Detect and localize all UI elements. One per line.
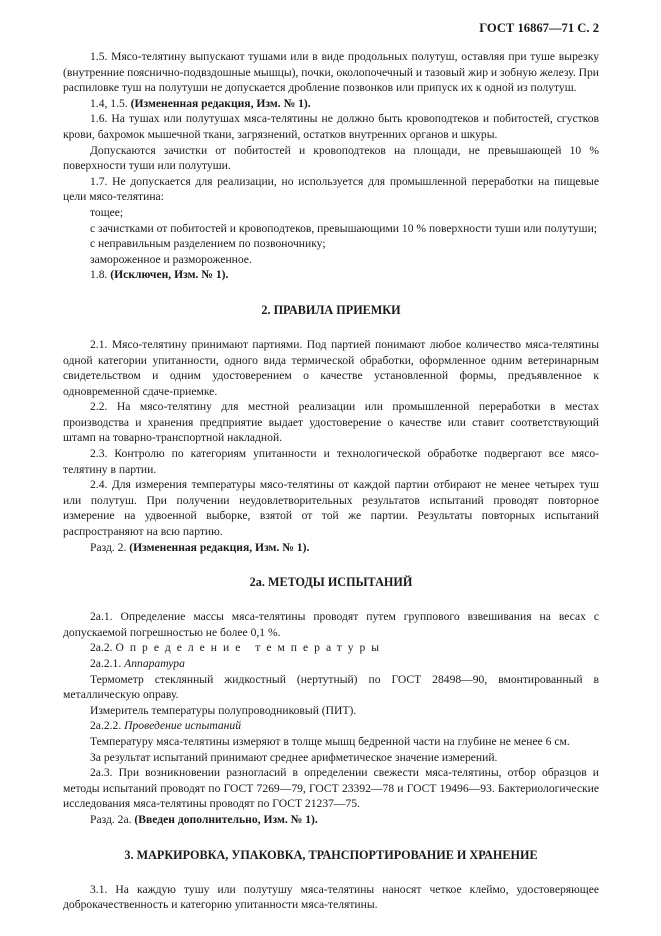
amendment-note-1-4 (63, 96, 599, 112)
section-3-title: 3. МАРКИРОВКА, УПАКОВКА, ТРАНСПОРТИРОВАНИЕ И ХРАНЕНИЕ (124, 847, 538, 862)
paragraph-2-1: 2.1. Мясо-телятину принимают партиями. Под партией понимают любое количество мяса-телятины одной категории упитанности, одного вида термической обработки, оформленное одним ветеринарным свидетельством и одним удостоверением о качестве установленной формы, предъявленное к одновременной сдаче-приемке. (63, 337, 599, 398)
clause-ref: 2а.2. (90, 641, 113, 655)
list-item: с зачистками от побитостей и кровоподтеков, превышающими 10 % поверхности туши или полутуши; (90, 221, 598, 235)
paragraph-2-3: 2.3. Контролю по категориям упитанности и технологической обработке подвергают все мясо-телятину в партии. (63, 447, 599, 476)
section-2a-title: 2а. МЕТОДЫ ИСПЫТАНИЙ (249, 575, 413, 590)
page-header: ГОСТ 16867—71 С. 2 (479, 21, 599, 35)
paragraph-1-6: 1.6. На тушах или полутушах мяса-телятины не должно быть кровоподтеков и побитостей, сгустков крови, бахромок мышечной ткани, загрязнений, остатков внутренних органов и шкуры. (63, 112, 599, 141)
paragraph-1-7: 1.7. Не допускается для реализации, но используется для промышленной переработки на пищевые цели мясо-телятина: (63, 174, 599, 204)
subheading: Проведение испытаний (124, 719, 241, 733)
document-page (63, 20, 599, 913)
clause-ref: Разд. 2. (90, 540, 127, 554)
section-2a-amendment (63, 812, 599, 828)
subheading: Аппаратура (124, 657, 185, 670)
amendment-ref: 1.4, 1.5. (90, 96, 128, 110)
paragraph-2-4: 2.4. Для измерения температуры мясо-телятины от каждой партии отбирают не менее четырех туш или полутуш. При получении неудовлетворительных результатов испытаний проводят повторное измерение на удвоенной выборке, взятой от той же партии. Результаты повторных испытаний распространяют на всю партию. (63, 478, 599, 539)
paragraph-thermometer: Термометр стеклянный жидкостный (нертутный) по ГОСТ 28498—90, вмонтированный в металлическую оправу. (63, 672, 599, 702)
amendment-text: (Измененная редакция, Изм. № 1). (130, 96, 311, 110)
list-item: замороженное и размороженное. (90, 252, 252, 266)
clause-ref: Разд. 2а. (90, 812, 132, 826)
clause-ref: 1.8. (90, 268, 108, 282)
paragraph-1-6-allowance: Допускаются зачистки от побитостей и кровоподтеков на площади, не превышающей 10 % поверхности туши или полутуши. (63, 143, 599, 173)
paragraph-result: За результат испытаний принимают среднее арифметическое значение измерений. (90, 750, 498, 764)
clause-ref: 2а.2.1. (90, 657, 122, 670)
list-item: с неправильным разделением по позвоночнику; (90, 237, 326, 251)
clause-ref: 2а.2.2. (90, 719, 122, 733)
paragraph-3-1: 3.1. На каждую тушу или полутушу мяса-телятины наносят четкое клеймо, удостоверяющее доброкачественность и категорию упитанности мяса-телятины. (63, 882, 599, 912)
paragraph-temperature: Температуру мяса-телятины измеряют в толще мышц бедренной части на глубине не менее 6 см. (90, 734, 570, 748)
paragraph-2a-2 (63, 640, 599, 656)
spaced-heading: Определение температуры (115, 641, 386, 655)
amendment-text: (Исключен, Изм. № 1). (110, 268, 229, 282)
section-2-title: 2. ПРАВИЛА ПРИЕМКИ (261, 302, 401, 317)
paragraph-1-5: 1.5. Мясо-телятину выпускают тушами или в виде продольных полутуш, оставляя при туше вырезку (внутренние поясничнo-подвздошные мышцы), почки, околопочечный и тазовый жир и зобную железу. При распиловке туш на полутуши не допускается дробление позвонков или припуск их к одной из полутуш. (63, 50, 599, 95)
paragraph-2a-1: 2а.1. Определение массы мяса-телятины проводят путем группового взвешивания на весах с допускаемой погрешностью не более 0,1 %. (63, 610, 599, 639)
section-2-amendment (63, 540, 599, 556)
paragraph-2a-2-1 (63, 656, 599, 672)
paragraph-pit: Измеритель температуры полупроводниковый (ПИТ). (90, 703, 357, 717)
amendment-text: (Введен дополнительно, Изм. № 1). (134, 812, 318, 826)
list-item: тощее; (90, 205, 124, 219)
amendment-text: (Измененная редакция, Изм. № 1). (129, 540, 310, 554)
paragraph-2-2: 2.2. На мясо-телятину для местной реализации или промышленной переработки в местах производства и хранения предприятие выдает удостоверение о качестве или ставит соответствующий штамп на товарно-транспортной накладной. (63, 400, 599, 445)
paragraph-1-8 (63, 267, 599, 283)
paragraph-2a-3: 2а.3. При возникновении разногласий в определении свежести мяса-телятины, отбор образцов и методы испытаний проводят по ГОСТ 7269—79, ГОСТ 23392—78 и ГОСТ 19496—93. Бактериологические исследования мяса-телятины проводят по ГОСТ 21237—75. (63, 766, 599, 811)
paragraph-2a-2-2 (63, 718, 599, 734)
